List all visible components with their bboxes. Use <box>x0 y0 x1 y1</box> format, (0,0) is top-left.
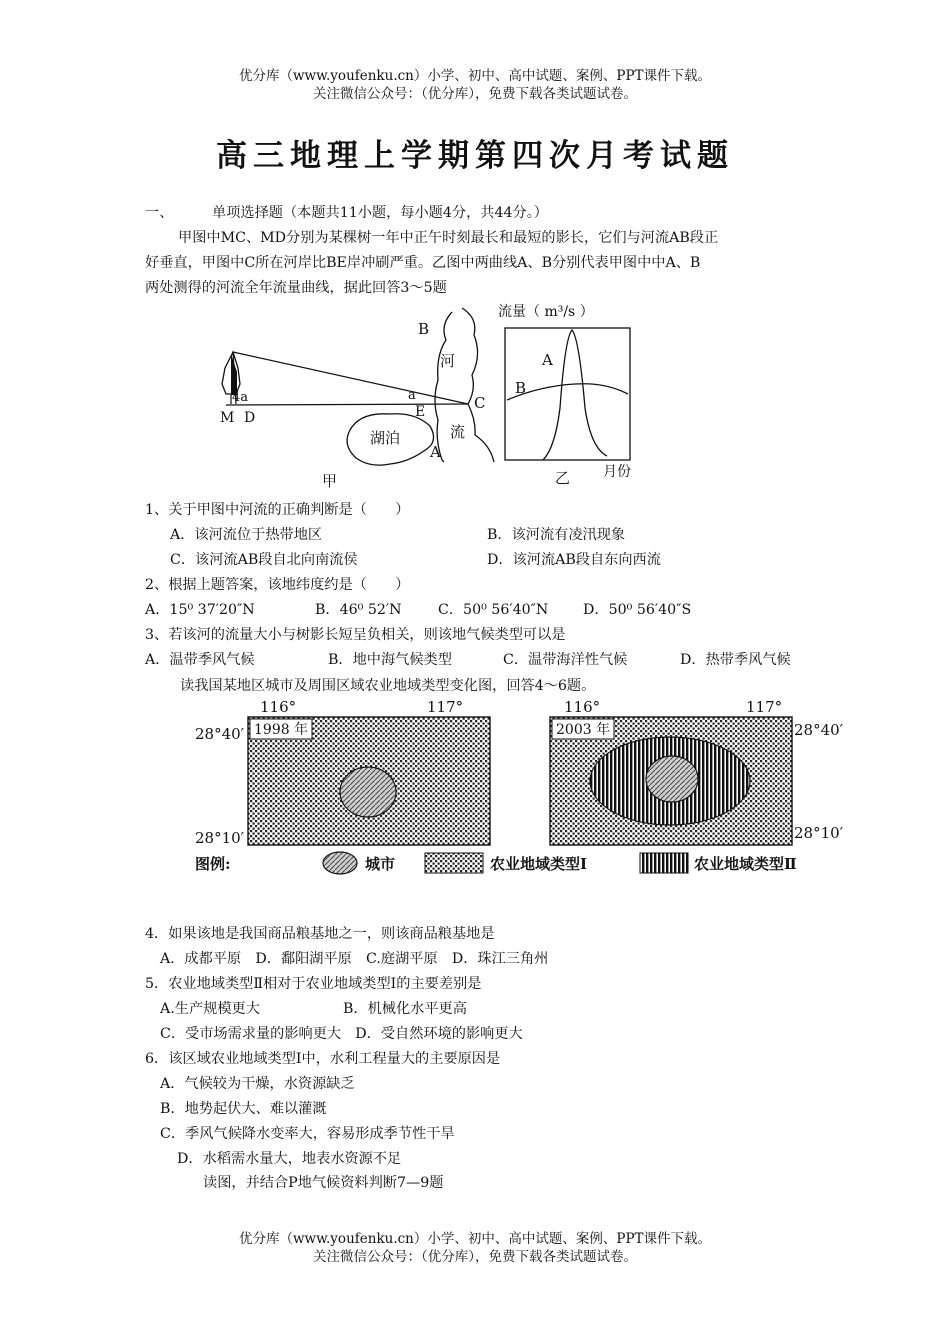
figure-yi <box>495 298 670 493</box>
header-line-2: 关注微信公众号：（优分库），免费下载各类试题试卷。 <box>313 86 637 102</box>
legend-type2-swatch <box>640 853 688 873</box>
legend-city-swatch <box>323 852 357 874</box>
q2-option-d: D．50⁰ 56′40″S <box>583 602 692 618</box>
yi-label-B: B <box>515 379 527 397</box>
legend-type2: 农业地域类型Ⅱ <box>694 855 797 873</box>
footer-line-1: 优分库（www.youfenku.cn）小学、初中、高中试题、案例、PPT课件下载。 <box>238 1231 712 1247</box>
q6-option-d: D．水稻需水量大，地表水资源不足 <box>177 1151 402 1167</box>
yi-xlabel: 月份 <box>603 464 631 480</box>
label-4a: 4a <box>232 390 249 405</box>
ray-upper <box>233 352 468 404</box>
label-M: M <box>220 410 235 426</box>
river-bank-right <box>462 308 494 462</box>
q6-option-c: C．季风气候降水变率大，容易形成季节性干旱 <box>160 1126 455 1142</box>
map-2003-year: 2003 年 <box>556 722 611 738</box>
q6-stem: 6．该区域农业地域类型Ⅰ中，水利工程量大的主要原因是 <box>145 1051 501 1067</box>
label-E: E <box>415 404 426 420</box>
caption-yi: 乙 <box>555 469 571 487</box>
q5-option-cd: C．受市场需求量的影响更大 D．受自然环境的影响更大 <box>160 1026 523 1042</box>
legend-city: 城市 <box>365 855 396 873</box>
caption-jia: 甲 <box>322 472 338 490</box>
q3-option-a: A．温带季风气候 <box>145 652 255 668</box>
map-1998-year: 1998 年 <box>254 722 309 738</box>
map-2003-lat-bottom: 28°10′ <box>794 824 844 842</box>
label-B-jia: B <box>418 320 430 338</box>
q1-option-b: B．该河流有凌汛现象 <box>487 527 626 543</box>
map-1998-lat-top: 28°40′ <box>195 725 245 743</box>
yi-ylabel: 流量（ m³/s ） <box>498 304 594 320</box>
label-a: a <box>408 388 416 403</box>
page-title: 高三地理上学期第四次月考试题 <box>216 138 734 174</box>
q3-option-c: C．温带海洋性气候 <box>503 652 628 668</box>
intro-line-1: 甲图中MC、MD分别为某棵树一年中正午时刻最长和最短的影长，它们与河流AB段正 <box>178 230 719 246</box>
map-2003-lon1: 116° <box>564 698 601 716</box>
map-2003-city <box>646 756 698 802</box>
label-D: D <box>244 410 256 426</box>
q2-option-c: C．50⁰ 56′40″N <box>438 602 549 618</box>
q6-option-b: B．地势起伏大、难以灌溉 <box>160 1101 327 1117</box>
q3-option-d: D．热带季风气候 <box>680 652 791 668</box>
q6-option-a: A．气候较为干燥，水资源缺乏 <box>160 1076 355 1092</box>
map-1998-city <box>340 767 396 817</box>
legend-type1: 农业地域类型Ⅰ <box>490 855 588 873</box>
map-1998-lon2: 117° <box>427 698 464 716</box>
intro-3: 读图，并结合P地气候资料判断7—9题 <box>203 1175 444 1191</box>
intro-2: 读我国某地区城市及周围区域农业地域类型变化图，回答4～6题。 <box>180 678 596 694</box>
map-1998-lat-bottom: 28°10′ <box>195 829 245 847</box>
q1-option-d: D．该河流AB段自东向西流 <box>487 552 661 568</box>
legend-title: 图例: <box>195 855 231 873</box>
label-river-2: 流 <box>450 423 466 441</box>
q1-option-c: C．该河流AB段自北向南流侯 <box>170 552 358 568</box>
q3-option-b: B．地中海气候类型 <box>328 652 452 668</box>
map-figure <box>190 695 844 880</box>
q5-option-b: B．机械化水平更高 <box>343 1001 467 1017</box>
intro-line-2: 好垂直，甲图中C所在河岸比BE岸冲刷严重。乙图中两曲线A、B分别代表甲图中中A、B <box>145 255 701 271</box>
footer-line-2: 关注微信公众号：（优分库），免费下载各类试题试卷。 <box>313 1249 637 1265</box>
figure-jia <box>200 300 500 495</box>
section-heading: 单项选择题（本题共11小题，每小题4分，共44分。） <box>212 205 548 221</box>
q5-stem: 5．农业地域类型Ⅱ相对于农业地域类型Ⅰ的主要差别是 <box>145 976 482 992</box>
legend-type1-swatch <box>425 853 483 873</box>
label-C: C <box>474 394 486 412</box>
map-2003-lat-top: 28°40′ <box>794 721 844 739</box>
q2-option-a: A．15⁰ 37′20″N <box>145 602 255 618</box>
label-A-jia: A <box>430 443 441 461</box>
q4-options: A．成都平原 D．鄱阳湖平原 C.庭湖平原 D．珠江三角州 <box>160 951 549 967</box>
q2-option-b: B．46⁰ 52′N <box>315 602 402 618</box>
yi-label-A: A <box>542 351 553 369</box>
q2-stem: 2、根据上题答案，该地纬度约是（ ） <box>145 577 410 593</box>
q4-stem: 4．如果该地是我国商品粮基地之一，则该商品粮基地是 <box>145 926 495 942</box>
ground-line <box>226 404 468 405</box>
q3-stem: 3、若该河的流量大小与树影长短呈负相关，则该地气候类型可以是 <box>145 627 566 643</box>
q1-option-a: A．该河流位于热带地区 <box>170 527 323 543</box>
intro-line-3: 两处测得的河流全年流量曲线，据此回答3～5题 <box>145 280 447 296</box>
label-river-1: 河 <box>440 352 456 370</box>
q1-stem: 1、关于甲图中河流的正确判断是（ ） <box>145 502 410 518</box>
map-1998-lon1: 116° <box>260 698 297 716</box>
q5-option-a: A.生产规模更大 <box>160 1001 260 1017</box>
map-2003-lon2: 117° <box>746 698 783 716</box>
header-line-1: 优分库（www.youfenku.cn）小学、初中、高中试题、案例、PPT课件下载。 <box>238 68 712 84</box>
label-lake: 湖泊 <box>370 429 401 447</box>
section-number: 一、 <box>145 205 174 221</box>
